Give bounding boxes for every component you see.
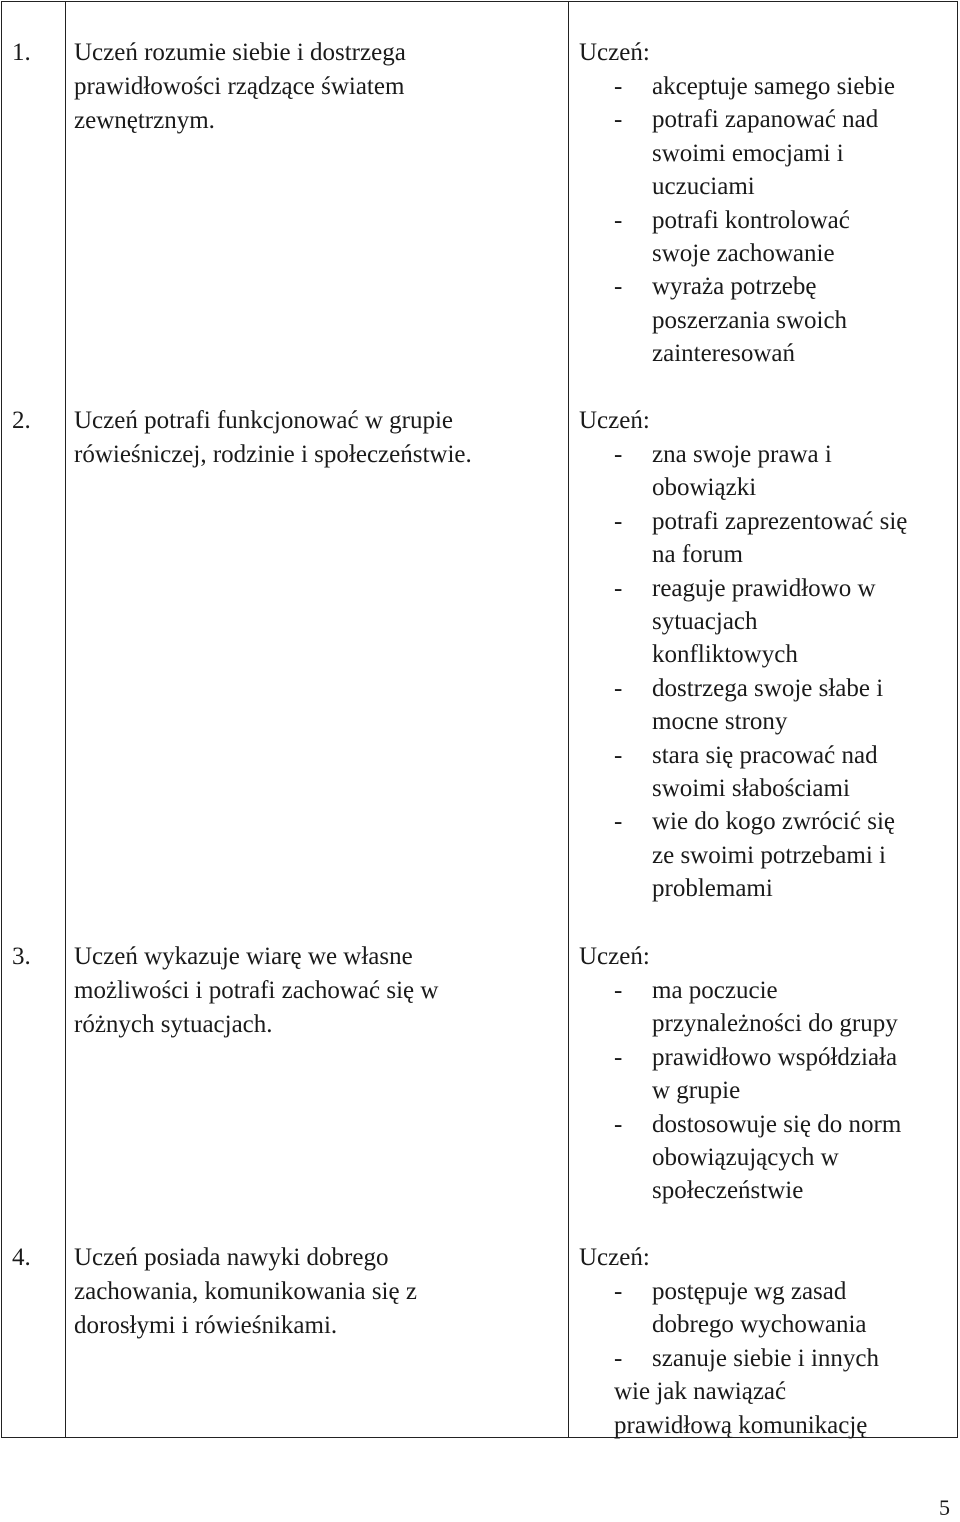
outcome-item: - potrafi zapanować nad swoimi emocjami i uczuciami [614,106,879,201]
outcomes-table [1,1,958,1438]
page-number: 5 [939,1495,950,1520]
outcome-item: - dostosowuje się do norm obowiązujących w społeczeństwie [614,1110,902,1205]
outcome-item: - potrafi zaprezentować się na forum [614,507,908,569]
outcome-item: - prawidłowo współdziała w grupie [614,1043,898,1105]
row-description: Uczeń posiada nawyki dobrego zachowania, komunikowania się z dorosłymi i rówieśnikami. [74,1244,417,1339]
row-description: Uczeń potrafi funkcjonować w grupie rówieśniczej, rodzinie i społeczeństwie. [74,407,472,468]
outcome-item: - zna swoje prawa i obowiązki [614,441,832,502]
row-number: 3. [12,943,31,970]
outcome-header: Uczeń: [579,943,650,970]
outcome-item: - stara się pracować nad swoimi słabościami [614,741,878,803]
outcome-header: Uczeń: [579,1244,650,1271]
outcome-continuation: prawidłową komunikację [614,1411,868,1439]
row-outcomes [579,404,954,906]
row-number: 2. [12,407,31,434]
outcome-item: - dostrzega swoje słabe i mocne strony [614,674,884,736]
outcome-header: Uczeń: [579,407,650,434]
outcome-item: - ma poczucie przynależności do grupy [614,977,898,1038]
outcome-item: - wyraża potrzebę poszerzania swoich zainteresowań [614,273,848,368]
outcome-header: Uczeń: [579,39,650,66]
row-description: Uczeń wykazuje wiarę we własne możliwości i potrafi zachować się w różnych sytuacjach. [74,943,439,1038]
row-outcomes [579,1241,954,1442]
outcome-item: - reaguje prawidłowo w sytuacjach konfliktowych [614,574,876,669]
row-outcomes [579,940,954,1208]
outcome-item: - wie do kogo zwrócić się ze swoimi potrzebami i problemami [614,808,895,903]
outcome-item: - szanuje siebie i innych [614,1344,880,1372]
outcome-item: - postępuje wg zasad dobrego wychowania [614,1278,867,1339]
outcome-continuation: wie jak nawiązać [614,1378,787,1406]
row-number: 1. [12,39,31,66]
column-divider-1 [65,2,66,1437]
outcome-item: - akceptuje samego siebie [614,73,895,100]
row-description: Uczeń rozumie siebie i dostrzega prawidłowości rządzące światem zewnętrznym. [74,39,406,134]
outcome-item: - potrafi kontrolować swoje zachowanie [614,206,850,268]
row-outcomes [579,36,954,371]
column-divider-2 [568,2,569,1437]
row-number: 4. [12,1244,31,1271]
